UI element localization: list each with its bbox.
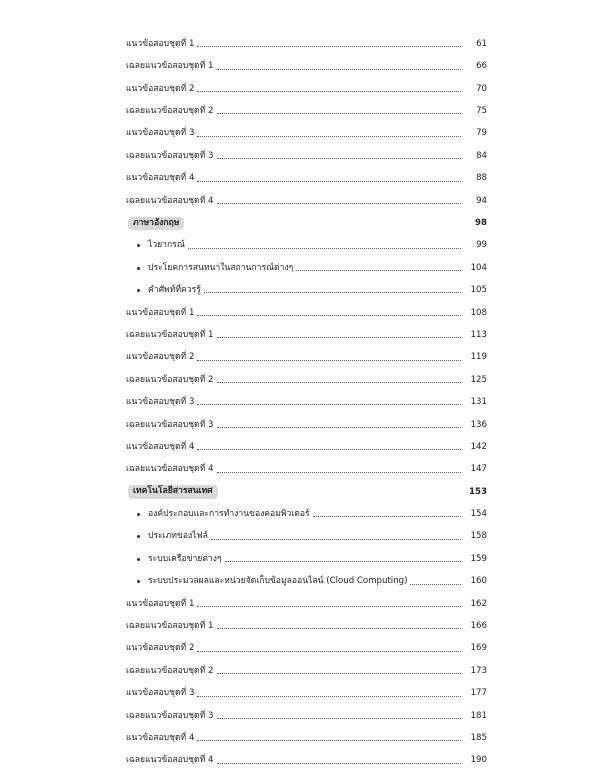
toc-page-number: 142 (470, 441, 487, 452)
toc-page-number: 98 (475, 218, 487, 229)
toc-page-number: 108 (470, 307, 487, 318)
toc-page-number: 173 (470, 665, 487, 676)
toc-bullet-item (126, 503, 487, 525)
toc-entry-title: แนวข้อสอบชุดที่ 3 (126, 128, 195, 139)
toc-bullet-item (126, 570, 487, 592)
toc-entry (126, 78, 487, 100)
toc-entry-title: เทคโนโลยีสารสนเทศ (128, 485, 218, 499)
dot-leader (197, 606, 461, 607)
toc-entry-title: แนวข้อสอบชุดที่ 4 (126, 173, 195, 184)
toc-entry-title: แนวข้อสอบชุดที่ 3 (126, 397, 195, 408)
toc-entry-title: แนวข้อสอบชุดที่ 1 (126, 598, 195, 609)
toc-entry-title: แนวข้อสอบชุดที่ 2 (126, 352, 195, 363)
dot-leader (217, 113, 461, 114)
toc-entry-title: เฉลยแนวข้อสอบชุดที่ 1 (126, 61, 214, 72)
toc-entry (126, 346, 487, 368)
toc-entry-title: แนวข้อสอบชุดที่ 3 (126, 688, 195, 699)
toc-entry-title: ระบบประมวลผลและหน่วยจัดเก็บข้อมูลออนไลน์ (Cloud Computing) (126, 577, 410, 586)
dot-leader (296, 270, 461, 271)
toc-entry (126, 145, 487, 167)
toc-bullet-item (126, 235, 487, 257)
toc-entry-title: เฉลยแนวข้อสอบชุดที่ 1 (126, 329, 214, 340)
toc-entry (126, 593, 487, 615)
toc-entry-title: ภาษาอังกฤษ (128, 217, 184, 231)
toc-entry (126, 414, 487, 436)
dot-leader (197, 449, 461, 450)
toc-page-number: 177 (470, 688, 487, 699)
dot-leader (410, 584, 461, 585)
toc-entry-title: เฉลยแนวข้อสอบชุดที่ 2 (126, 374, 214, 385)
dot-leader (217, 427, 461, 428)
toc-entry (126, 436, 487, 458)
toc-entry (126, 682, 487, 704)
toc-entry (126, 302, 487, 324)
toc-entry-title: ไวยากรณ์ (126, 241, 188, 250)
toc-entry (126, 391, 487, 413)
toc-entry (126, 55, 487, 77)
dot-leader (197, 651, 461, 652)
toc-entry-title: แนวข้อสอบชุดที่ 1 (126, 307, 195, 318)
toc-bullet-item (126, 257, 487, 279)
dot-leader (197, 315, 461, 316)
dot-leader (217, 69, 461, 70)
toc-page-number: 99 (476, 240, 487, 251)
toc-entry-title: เฉลยแนวข้อสอบชุดที่ 3 (126, 150, 214, 161)
dot-leader (197, 181, 461, 182)
dot-leader (197, 404, 461, 405)
toc-page-number: 185 (470, 733, 487, 743)
toc-page-number: 169 (470, 643, 487, 654)
dot-leader (217, 628, 461, 629)
toc-entry (126, 33, 487, 55)
dot-leader (188, 248, 461, 249)
toc-entry-title: องค์ประกอบและการทำงานของคอมพิวเตอร์ (126, 510, 313, 519)
toc-entry-title: คำศัพท์ที่ควรรู้ (126, 286, 204, 295)
toc-entry-title: แนวข้อสอบชุดที่ 2 (126, 643, 195, 654)
toc-entry (126, 638, 487, 660)
toc-entry-title: เฉลยแนวข้อสอบชุดที่ 4 (126, 755, 214, 766)
dot-leader (217, 382, 461, 383)
toc-page-number: 147 (470, 464, 487, 475)
toc-entry (126, 727, 487, 749)
toc-entry-title: แนวข้อสอบชุดที่ 1 (126, 38, 195, 49)
dot-leader (217, 763, 461, 764)
dot-leader (204, 292, 461, 293)
toc-page-number: 61 (476, 38, 487, 49)
toc-entry (126, 705, 487, 727)
toc-page-number: 154 (470, 509, 487, 520)
toc-entry (126, 324, 487, 346)
dot-leader (197, 696, 461, 697)
dot-leader (197, 360, 461, 361)
toc-entry (126, 190, 487, 212)
toc-page-number: 104 (470, 262, 487, 273)
toc-page-number: 166 (470, 621, 487, 632)
toc-page-number: 105 (470, 285, 487, 296)
toc-entry-title: ระบบเครือข่ายต่างๆ (126, 555, 225, 564)
toc-entry-title: แนวข้อสอบชุดที่ 4 (126, 441, 195, 452)
toc-section-heading (126, 481, 487, 503)
toc-page-number: 119 (470, 352, 487, 363)
toc-bullet-item (126, 548, 487, 570)
toc-page-number: 70 (476, 83, 487, 94)
toc-page-number: 79 (476, 128, 487, 139)
dot-leader (217, 673, 461, 674)
toc-page-number: 84 (476, 150, 487, 161)
toc-page-number: 181 (470, 710, 487, 721)
toc-entry-title: เฉลยแนวข้อสอบชุดที่ 2 (126, 665, 214, 676)
toc-page-number: 113 (470, 329, 487, 340)
toc-page-number: 160 (470, 576, 487, 587)
toc-page-number: 136 (470, 419, 487, 430)
dot-leader (197, 46, 461, 47)
dot-leader (197, 91, 461, 92)
toc-entry (126, 660, 487, 682)
toc-entry (126, 458, 487, 480)
toc-entry-title: เฉลยแนวข้อสอบชุดที่ 4 (126, 464, 214, 475)
dot-leader (225, 561, 461, 562)
toc-entry-title: ประโยคการสนทนาในสถานการณ์ต่างๆ (126, 264, 296, 273)
toc-page-number: 158 (470, 531, 487, 542)
toc-entry-title: เฉลยแนวข้อสอบชุดที่ 4 (126, 195, 214, 206)
table-of-contents (126, 33, 487, 772)
toc-entry (126, 369, 487, 391)
toc-bullet-item (126, 279, 487, 301)
dot-leader (217, 718, 461, 719)
toc-page-number: 190 (470, 755, 487, 766)
toc-page-number: 153 (469, 486, 487, 497)
toc-section-heading (126, 212, 487, 234)
toc-entry-title: เฉลยแนวข้อสอบชุดที่ 3 (126, 710, 214, 721)
toc-page-number: 131 (470, 397, 487, 408)
toc-entry (126, 100, 487, 122)
dot-leader (197, 136, 461, 137)
toc-entry-title: เฉลยแนวข้อสอบชุดที่ 1 (126, 621, 214, 632)
dot-leader (211, 539, 461, 540)
toc-page-number: 159 (470, 553, 487, 564)
dot-leader (313, 516, 461, 517)
toc-entry (126, 750, 487, 772)
toc-page-number: 94 (476, 195, 487, 206)
toc-page-number: 75 (476, 106, 487, 117)
toc-page-number: 66 (476, 61, 487, 72)
dot-leader (197, 740, 461, 741)
toc-page-number: 88 (476, 173, 487, 184)
toc-entry-title: ประเภทของไฟล์ (126, 532, 211, 541)
dot-leader (217, 203, 461, 204)
toc-entry-title: แนวข้อสอบชุดที่ 2 (126, 83, 195, 94)
toc-page-number: 162 (470, 598, 487, 609)
toc-bullet-item (126, 526, 487, 548)
dot-leader (217, 472, 461, 473)
toc-entry (126, 123, 487, 145)
toc-entry (126, 615, 487, 637)
toc-page-number: 125 (470, 374, 487, 385)
toc-entry-title: เฉลยแนวข้อสอบชุดที่ 3 (126, 419, 214, 430)
toc-entry-title: เฉลยแนวข้อสอบชุดที่ 2 (126, 106, 214, 117)
dot-leader (217, 158, 461, 159)
dot-leader (217, 337, 461, 338)
toc-entry-title: แนวข้อสอบชุดที่ 4 (126, 733, 195, 743)
toc-entry (126, 167, 487, 189)
